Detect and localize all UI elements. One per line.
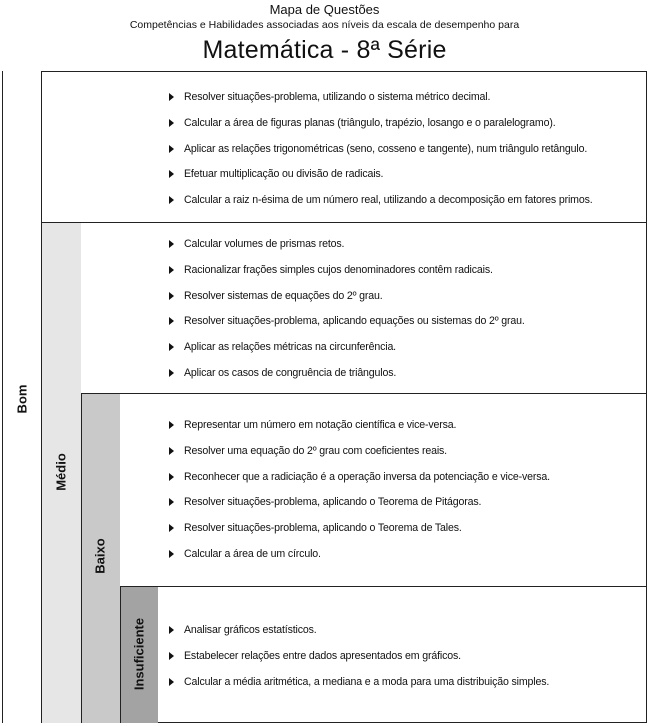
arrow-bullet-icon	[169, 498, 174, 506]
list-item: Analisar gráficos estatísticos.	[169, 623, 549, 649]
arrow-bullet-icon	[169, 119, 174, 127]
list-item: Racionalizar frações simples cujos denominadores contêm radicais.	[169, 263, 525, 289]
arrow-bullet-icon	[169, 421, 174, 429]
list-item: Resolver uma equação do 2º grau com coeficientes reais.	[169, 444, 550, 470]
arrow-bullet-icon	[169, 292, 174, 300]
list-item: Calcular volumes de prismas retos.	[169, 237, 525, 263]
header-subtitle: Competências e Habilidades associadas aos níveis da escala de desempenho para	[129, 19, 520, 31]
list-item: Reconhecer que a radiciação é a operação inversa da potenciação e vice-versa.	[169, 470, 550, 496]
list-item: Resolver sistemas de equações do 2º grau.	[169, 289, 525, 315]
list-item: Representar um número em notação científica e vice-versa.	[169, 418, 550, 444]
separator-bom-medio	[41, 222, 646, 223]
level-label-baixo: Baixo	[92, 538, 108, 574]
level-label-insuficiente: Insuficiente	[131, 617, 147, 691]
header-title: Mapa de Questões	[269, 2, 380, 17]
arrow-bullet-icon	[169, 170, 174, 178]
arrow-bullet-icon	[169, 343, 174, 351]
level-label-medio: Médio	[53, 453, 69, 491]
arrow-bullet-icon	[169, 473, 174, 481]
arrow-bullet-icon	[169, 524, 174, 532]
separator-baixo-insuficiente	[120, 586, 646, 587]
arrow-bullet-icon	[169, 317, 174, 325]
levels-table	[2, 71, 647, 723]
arrow-bullet-icon	[169, 240, 174, 248]
skill-list-baixo	[169, 418, 550, 573]
arrow-bullet-icon	[169, 447, 174, 455]
arrow-bullet-icon	[169, 626, 174, 634]
separator-medio-baixo	[81, 393, 646, 394]
list-item: Calcular a área de um círculo.	[169, 547, 550, 573]
list-item: Calcular a raiz n-ésima de um número real, utilizando a decomposição em fatores primos.	[169, 193, 593, 219]
list-item: Aplicar as relações trigonométricas (seno, cosseno e tangente), num triângulo retângulo.	[169, 142, 593, 168]
list-item: Efetuar multiplicação ou divisão de radicais.	[169, 167, 593, 193]
arrow-bullet-icon	[169, 652, 174, 660]
list-item: Calcular a área de figuras planas (triângulo, trapézio, losango e o paralelogramo).	[169, 116, 593, 142]
bom-content-left-border	[41, 71, 42, 223]
list-item: Aplicar as relações métricas na circunferência.	[169, 340, 525, 366]
list-item: Resolver situações-problema, aplicando o Teorema de Tales.	[169, 521, 550, 547]
list-item: Aplicar os casos de congruência de triângulos.	[169, 366, 525, 392]
list-item: Calcular a média aritmética, a mediana e a moda para uma distribuição simples.	[169, 675, 549, 701]
skill-list-insuficiente	[169, 623, 549, 700]
header-main-title: Matemática - 8ª Série	[202, 36, 447, 64]
arrow-bullet-icon	[169, 678, 174, 686]
arrow-bullet-icon	[169, 93, 174, 101]
list-item: Resolver situações-problema, utilizando o sistema métrico decimal.	[169, 90, 593, 116]
list-item: Resolver situações-problema, aplicando o Teorema de Pitágoras.	[169, 495, 550, 521]
arrow-bullet-icon	[169, 266, 174, 274]
arrow-bullet-icon	[169, 196, 174, 204]
arrow-bullet-icon	[169, 145, 174, 153]
skill-list-medio	[169, 237, 525, 392]
list-item: Resolver situações-problema, aplicando equações ou sistemas do 2º grau.	[169, 314, 525, 340]
arrow-bullet-icon	[169, 369, 174, 377]
arrow-bullet-icon	[169, 550, 174, 558]
skill-list-bom	[169, 90, 593, 219]
list-item: Estabelecer relações entre dados apresentados em gráficos.	[169, 649, 549, 675]
level-label-bom: Bom	[14, 384, 30, 414]
